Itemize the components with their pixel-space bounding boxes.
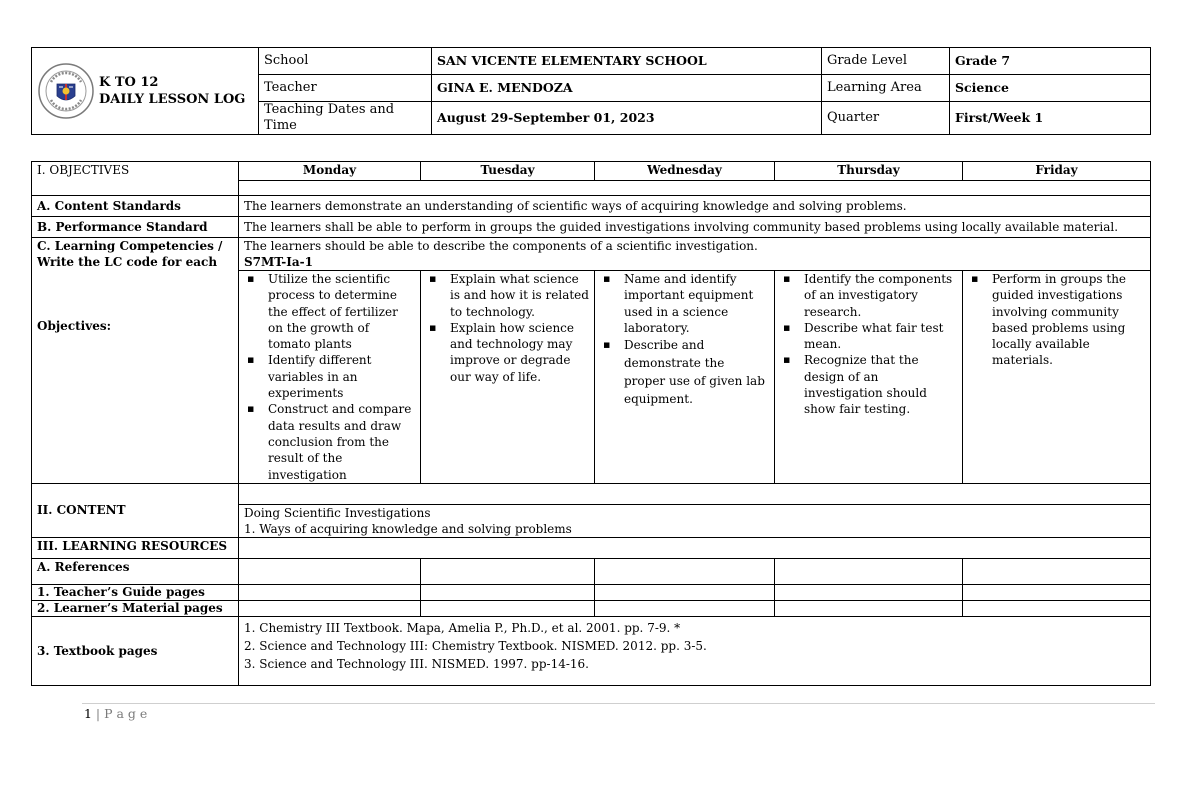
performance-standard-label: B. Performance Standard <box>32 217 239 238</box>
learning-area-value: Science <box>950 75 1151 102</box>
teacher-label: Teacher <box>259 75 432 102</box>
references-wednesday <box>595 558 775 584</box>
day-thursday: Thursday <box>775 162 963 181</box>
objective-item: ▪ Utilize the scientific process to determine the effect of fertilizer on the growth of tomato plants <box>244 271 415 352</box>
textbook-item: 1. Chemistry III Textbook. Mapa, Amelia P., Ph.D., et al. 2001. pp. 7-9. * <box>244 620 681 635</box>
references-tuesday <box>421 558 595 584</box>
content-empty-row <box>239 483 1151 504</box>
competencies-text-cell <box>239 238 1151 271</box>
grade-level-label: Grade Level <box>822 48 950 75</box>
objectives-wednesday <box>595 271 775 484</box>
learners-material-thursday <box>775 600 963 616</box>
learning-area-label: Learning Area <box>822 75 950 102</box>
quarter-value: First/Week 1 <box>950 102 1151 135</box>
objectives-thursday <box>775 271 963 484</box>
day-friday: Friday <box>963 162 1151 181</box>
textbook-item: 2. Science and Technology III: Chemistry Textbook. NISMED. 2012. pp. 3-5. <box>244 638 707 653</box>
learning-resources-empty <box>239 537 1151 558</box>
objective-item: ▪ Construct and compare data results and draw conclusion from the result of the investigation <box>244 401 415 482</box>
teachers-guide-tuesday <box>421 584 595 600</box>
textbook-item: 3. Science and Technology III. NISMED. 1997. pp-14-16. <box>244 656 589 671</box>
logo-title-line1: K TO 12 <box>99 75 159 90</box>
content-line1: Doing Scientific Investigations <box>244 505 431 520</box>
textbook-list <box>239 616 1151 685</box>
content-text-cell <box>239 504 1151 537</box>
teacher-value: GINA E. MENDOZA <box>432 75 822 102</box>
learners-material-friday <box>963 600 1151 616</box>
objectives-friday <box>963 271 1151 484</box>
school-value: SAN VICENTE ELEMENTARY SCHOOL <box>432 48 822 75</box>
grade-level-value: Grade 7 <box>950 48 1151 75</box>
competencies-label-line2: Write the LC code for each <box>37 255 218 269</box>
competencies-label <box>32 238 239 484</box>
content-standards-text: The learners demonstrate an understanding of scientific ways of acquiring knowledge and solving problems. <box>239 196 1151 217</box>
objective-item: ▪ Identify the components of an investigatory research. <box>780 271 957 320</box>
day-wednesday: Wednesday <box>595 162 775 181</box>
learners-material-monday <box>239 600 421 616</box>
teachers-guide-monday <box>239 584 421 600</box>
references-thursday <box>775 558 963 584</box>
learners-material-wednesday <box>595 600 775 616</box>
learners-material-tuesday <box>421 600 595 616</box>
textbook-label: 3. Textbook pages <box>32 616 239 685</box>
objective-item: ▪ Explain what science is and how it is related to technology. <box>426 271 589 320</box>
objective-item: ▪ Explain how science and technology may improve or degrade our way of life. <box>426 320 589 385</box>
teaching-dates-value: August 29-September 01, 2023 <box>432 102 822 135</box>
day-monday: Monday <box>239 162 421 181</box>
competencies-text: The learners should be able to describe the components of a scientific investigation. <box>244 239 758 253</box>
objective-item: ▪ Identify different variables in an experiments <box>244 352 415 401</box>
teaching-dates-label: Teaching Dates and Time <box>259 102 432 135</box>
page-number: 1 <box>84 706 92 721</box>
objective-item: ▪ Recognize that the design of an investigation should show fair testing. <box>780 352 957 417</box>
references-monday <box>239 558 421 584</box>
school-label: School <box>259 48 432 75</box>
objectives-monday <box>239 271 421 484</box>
competencies-label-line1: C. Learning Competencies / <box>37 239 223 253</box>
content-standards-label: A. Content Standards <box>32 196 239 217</box>
learning-resources-heading: III. LEARNING RESOURCES <box>32 537 239 558</box>
lesson-log-table <box>31 161 1151 686</box>
header-table <box>31 47 1151 135</box>
learners-material-label: 2. Learner’s Material pages <box>32 600 239 616</box>
teachers-guide-thursday <box>775 584 963 600</box>
empty-row <box>239 181 1151 196</box>
objectives-label: Objectives: <box>37 319 112 333</box>
objective-item: ▪ Perform in groups the guided investigations involving community based problems using locally available materials. <box>968 271 1145 369</box>
content-label: II. CONTENT <box>32 483 239 537</box>
footer-divider <box>82 703 1155 704</box>
objectives-tuesday <box>421 271 595 484</box>
objective-item: ▪ Describe and demonstrate the proper use of given lab equipment. <box>600 336 769 408</box>
objective-item: ▪ Describe what fair test mean. <box>780 320 957 353</box>
deped-seal-icon <box>37 62 95 120</box>
teachers-guide-friday <box>963 584 1151 600</box>
competencies-code: S7MT-Ia-1 <box>244 255 313 269</box>
objectives-heading: I. OBJECTIVES <box>32 162 239 196</box>
teachers-guide-label: 1. Teacher’s Guide pages <box>32 584 239 600</box>
day-tuesday: Tuesday <box>421 162 595 181</box>
page-footer: 1 | P a g e <box>84 706 148 721</box>
logo-cell <box>32 48 259 135</box>
performance-standard-text: The learners shall be able to perform in groups the guided investigations involving community based problems using locally available material. <box>239 217 1151 238</box>
content-line2: 1. Ways of acquiring knowledge and solving problems <box>244 521 572 536</box>
objective-item: ▪ Name and identify important equipment used in a science laboratory. <box>600 271 769 336</box>
logo-title-line2: DAILY LESSON LOG <box>99 92 246 107</box>
references-friday <box>963 558 1151 584</box>
references-label: A. References <box>32 558 239 584</box>
quarter-label: Quarter <box>822 102 950 135</box>
page-word: P a g e <box>104 706 148 721</box>
teachers-guide-wednesday <box>595 584 775 600</box>
